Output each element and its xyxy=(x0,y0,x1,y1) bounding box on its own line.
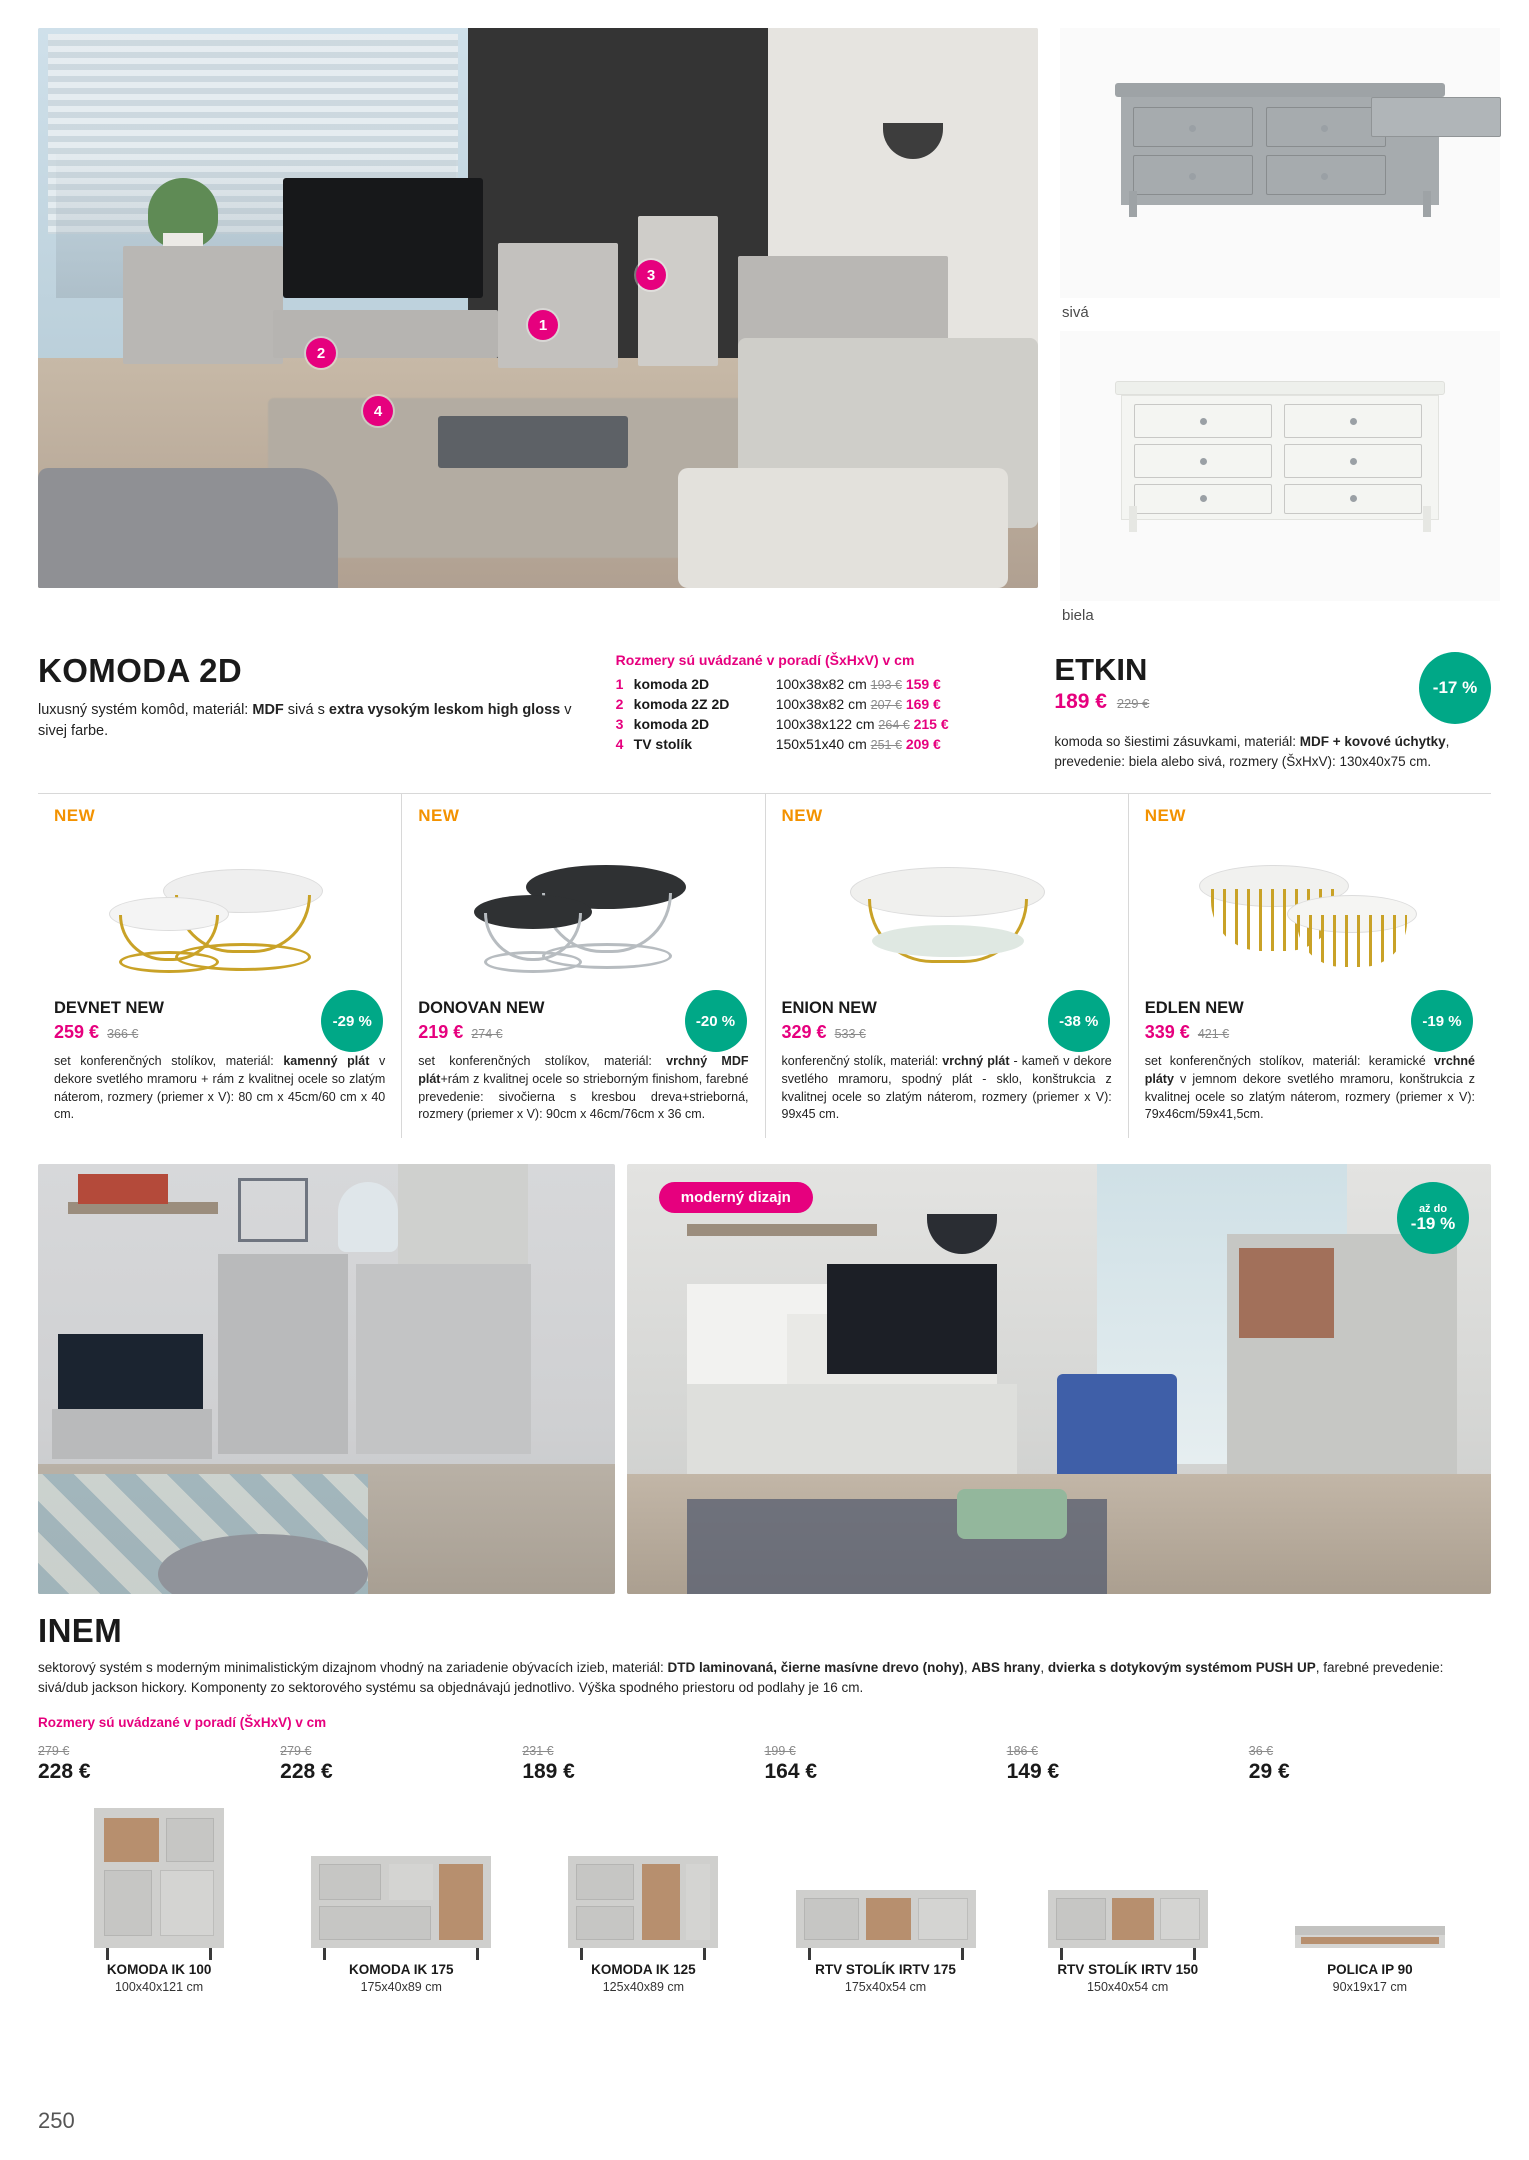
row-number: 3 xyxy=(615,716,624,732)
product-komoda-ik-125 xyxy=(522,1744,764,1994)
inem-title: INEM xyxy=(38,1612,123,1650)
product-name: KOMODA IK 175 xyxy=(348,1961,454,1977)
etkin-title: ETKIN xyxy=(1054,652,1148,687)
marker-1: 1 xyxy=(528,310,558,340)
product-image xyxy=(1249,1798,1491,1948)
enion-image xyxy=(782,826,1112,991)
badge-prefix: až do xyxy=(1418,1202,1448,1215)
page-number: 250 xyxy=(38,2108,75,2133)
old-price: 199 € xyxy=(764,1743,796,1758)
etkin-desc-b1: MDF + kovové úchytky xyxy=(1299,734,1446,749)
komoda-title: KOMODA 2D xyxy=(38,652,243,689)
edlen-desc-p2: v jemnom dekore svetlého mramoru, konštrukcia z kvalitnej ocele so zlatým náterom, rozmery (priemer x V): 79x46cm/59x41,5cm. xyxy=(1144,1071,1475,1122)
row-price: 169 € xyxy=(905,696,941,712)
devnet-desc-p2: v dekore svetlého mramoru + rám z kvalitnej ocele so zlatým náterom, rozmery (priemer x V): 80 cm x 45cm/60 cm x 40 cm. xyxy=(54,1054,386,1122)
donovan-name: DONOVAN NEW xyxy=(418,999,545,1018)
etkin-grey-image xyxy=(1060,28,1500,298)
price: 228 € xyxy=(280,1759,333,1783)
donovan-discount-badge: -20 % xyxy=(685,990,747,1052)
product-image xyxy=(1007,1798,1249,1948)
old-price: 36 € xyxy=(1248,1743,1274,1758)
marker-2: 2 xyxy=(306,338,336,368)
enion-name: ENION NEW xyxy=(781,999,877,1018)
old-price: 231 € xyxy=(522,1743,554,1758)
inem-photo-left xyxy=(38,1164,615,1594)
hero-side xyxy=(1060,28,1500,634)
edlen-desc-b1: vrchné pláty xyxy=(1144,1054,1475,1086)
table-drawing xyxy=(1195,851,1425,991)
enion-old-price: 533 € xyxy=(834,1027,866,1042)
enion-desc-b1: vrchný plát xyxy=(942,1054,1010,1069)
row-dim-value: 100x38x82 cm xyxy=(775,676,867,692)
komoda-description xyxy=(38,700,594,742)
etkin-info xyxy=(1054,652,1491,771)
row-name: komoda 2D xyxy=(633,676,710,692)
new-tag: NEW xyxy=(781,806,823,826)
product-image xyxy=(38,1798,280,1948)
etkin-price-block xyxy=(1054,690,1149,714)
price: 164 € xyxy=(764,1759,818,1783)
row-name: TV stolík xyxy=(633,736,693,752)
price: 189 € xyxy=(522,1759,575,1783)
devnet-desc-b1: kamenný plát xyxy=(283,1054,370,1069)
inem-photo-row xyxy=(38,1164,1491,1594)
product-polica-ip-90 xyxy=(1249,1744,1491,1994)
row-dim xyxy=(776,734,1033,754)
modern-design-tag: moderný dizajn xyxy=(659,1182,813,1213)
product-image xyxy=(280,1798,522,1948)
badge-value: -19 % xyxy=(1410,1213,1456,1233)
row-dim xyxy=(776,674,1033,694)
marker-4: 4 xyxy=(363,396,393,426)
edlen-name: EDLEN NEW xyxy=(1144,999,1244,1018)
enion-desc-p2: - kameň v dekore svetlého mramoru, spodný plát - sklo, konštrukcia z kvalitnej ocele so zlatým náterom, rozmery (priemer x V): 99x45 cm. xyxy=(781,1054,1112,1122)
product-name: RTV STOLÍK IRTV 175 xyxy=(815,1961,956,1977)
etkin-description xyxy=(1054,732,1491,771)
product-dim: 100x40x121 cm xyxy=(114,1979,204,1994)
marker-3: 3 xyxy=(636,260,666,290)
row-dim xyxy=(776,694,1033,714)
ottoman-decor xyxy=(678,468,1008,588)
devnet-image xyxy=(54,826,385,991)
table-row xyxy=(616,734,1033,754)
product-rtv-irtv-150 xyxy=(1007,1744,1249,1994)
inem-photo-right xyxy=(627,1164,1491,1594)
edlen-description xyxy=(1145,1053,1475,1124)
product-dim: 175x40x54 cm xyxy=(844,1979,927,1994)
product-name: RTV STOLÍK IRTV 150 xyxy=(1057,1961,1199,1977)
inem-desc-p2: , xyxy=(963,1660,972,1676)
etkin-price: 189 € xyxy=(1054,690,1107,713)
devnet-name: DEVNET NEW xyxy=(54,999,165,1018)
blanket-decor xyxy=(38,468,338,588)
product-dim: 150x40x54 cm xyxy=(1087,1979,1169,1994)
donovan-desc-b1: vrchný MDF plát xyxy=(418,1054,749,1086)
product-card-devnet xyxy=(38,794,401,1138)
product-card-edlen xyxy=(1128,794,1491,1138)
new-tag: NEW xyxy=(1144,806,1186,826)
cabinet-tall-decor xyxy=(638,216,718,366)
enion-desc-p1: konferenčný stolík, materiál: xyxy=(781,1054,943,1069)
price: 29 € xyxy=(1248,1759,1290,1783)
cabinet-mid-decor xyxy=(498,243,618,368)
product-komoda-ik-100 xyxy=(38,1744,280,1994)
devnet-discount-badge: -29 % xyxy=(321,990,383,1052)
etkin-desc-p1: komoda so šiestimi zásuvkami, materiál: xyxy=(1054,734,1300,749)
product-dim: 175x40x89 cm xyxy=(360,1979,442,1994)
row-price: 209 € xyxy=(905,736,941,752)
komoda-desc-p3: v sivej farbe. xyxy=(38,702,572,740)
donovan-old-price: 274 € xyxy=(471,1027,503,1042)
product-name: POLICA IP 90 xyxy=(1327,1961,1413,1977)
komoda-info xyxy=(38,652,594,771)
new-tag: NEW xyxy=(54,806,96,826)
donovan-description xyxy=(418,1053,748,1124)
product-name: KOMODA IK 125 xyxy=(591,1961,696,1977)
edlen-image xyxy=(1145,826,1475,991)
inem-product-row xyxy=(38,1744,1491,1994)
table-row xyxy=(616,714,1033,734)
komoda-dimension-table xyxy=(616,652,1033,771)
new-tag: NEW xyxy=(418,806,460,826)
old-price: 279 € xyxy=(38,1743,70,1758)
table-row xyxy=(616,694,1033,714)
row-old-price: 207 € xyxy=(870,698,902,712)
row-dim-value: 100x38x82 cm xyxy=(775,696,867,712)
row-dim-value: 100x38x122 cm xyxy=(775,716,875,732)
inem-desc-b2: ABS hrany xyxy=(971,1660,1041,1676)
product-rtv-irtv-175 xyxy=(764,1744,1006,1994)
enion-price: 329 € xyxy=(781,1022,827,1043)
dimension-table-header: Rozmery sú uvádzané v poradí (ŠxHxV) v cm xyxy=(615,652,915,668)
inem-desc-p4: , farebné prevedenie: sivá/dub jackson hickory. Komponenty zo sektorového systému sa objednávajú jednotlivo. Výška spodného priestoru od podlahy je 16 cm. xyxy=(38,1660,1444,1696)
product-image xyxy=(764,1798,1006,1948)
inem-desc-b1: DTD laminovaná, čierne masívne drevo (nohy) xyxy=(667,1660,964,1676)
info-row xyxy=(38,652,1491,771)
komoda-desc-b2: extra vysokým leskom high gloss xyxy=(328,702,561,718)
product-dim: 125x40x89 cm xyxy=(602,1979,685,1994)
price: 149 € xyxy=(1006,1759,1060,1783)
etkin-white-caption: biela xyxy=(1062,607,1094,624)
old-price: 279 € xyxy=(280,1743,312,1758)
etkin-desc-p2: , prevedenie: biela alebo sivá, rozmery (ŠxHxV): 130x40x75 cm. xyxy=(1054,734,1450,769)
row-name: komoda 2D xyxy=(633,716,710,732)
row-name: komoda 2Z 2D xyxy=(633,696,730,712)
komoda-desc-p2: sivá s xyxy=(283,702,329,718)
product-card-donovan xyxy=(401,794,764,1138)
table-drawing xyxy=(832,851,1062,991)
product-dim: 90x19x17 cm xyxy=(1332,1979,1408,1994)
row-number: 2 xyxy=(615,696,624,712)
enion-description xyxy=(782,1053,1112,1124)
row-old-price: 193 € xyxy=(870,678,902,692)
inem-desc-p1: sektorový systém s moderným minimalistickým dizajnom vhodný na zariadenie obývacích izieb, materiál: xyxy=(38,1660,668,1676)
table-drawing xyxy=(468,851,698,991)
product-komoda-ik-175 xyxy=(280,1744,522,1994)
row-dim xyxy=(776,714,1033,734)
row-price: 159 € xyxy=(905,676,941,692)
inem-discount-badge xyxy=(1397,1182,1469,1254)
product-image xyxy=(522,1798,764,1948)
row-old-price: 264 € xyxy=(878,718,910,732)
devnet-old-price: 366 € xyxy=(107,1027,139,1042)
row-number: 4 xyxy=(615,736,624,752)
dresser-white-drawing xyxy=(1115,381,1445,551)
edlen-old-price: 421 € xyxy=(1197,1027,1230,1042)
donovan-image xyxy=(418,826,748,991)
old-price: 186 € xyxy=(1006,1743,1038,1758)
table-drawing xyxy=(105,851,335,991)
living-room-photo xyxy=(38,28,1038,588)
row-old-price: 251 € xyxy=(870,738,902,752)
edlen-desc-p1: set konferenčných stolíkov, materiál: keramické xyxy=(1144,1054,1434,1069)
edlen-price: 339 € xyxy=(1144,1022,1190,1043)
product-card-enion xyxy=(765,794,1128,1138)
enion-discount-badge: -38 % xyxy=(1048,990,1110,1052)
cabinet-left-decor xyxy=(123,246,283,364)
edlen-discount-badge: -19 % xyxy=(1411,990,1473,1052)
komoda-desc-b1: MDF xyxy=(252,702,284,718)
inem-dims-note: Rozmery sú uvádzané v poradí (ŠxHxV) v cm xyxy=(38,1714,327,1730)
tv-decor xyxy=(283,178,483,298)
price: 228 € xyxy=(38,1759,91,1783)
etkin-old-price: 229 € xyxy=(1116,696,1150,711)
donovan-desc-p2: +rám z kvalitnej ocele so strieborným finishom, farebné prevedenie: sivočierna s kresbou dreva+strieborná, rozmery (priemer x V): 90cm x 46cm/76cm x 36 cm. xyxy=(418,1071,749,1122)
etkin-grey-caption: sivá xyxy=(1062,304,1089,321)
devnet-price: 259 € xyxy=(54,1022,100,1043)
komoda-desc-p1: luxusný systém komôd, materiál: xyxy=(38,702,253,718)
donovan-price: 219 € xyxy=(418,1022,464,1043)
coffee-table-decor xyxy=(438,416,628,468)
dresser-grey-drawing xyxy=(1115,83,1445,243)
row-dim-value: 150x51x40 cm xyxy=(775,736,867,752)
devnet-description xyxy=(54,1053,385,1124)
table-row xyxy=(616,674,1033,694)
hero-main xyxy=(38,28,1038,634)
product-name: KOMODA IK 100 xyxy=(106,1961,212,1977)
etkin-white-image xyxy=(1060,331,1500,601)
row-price: 215 € xyxy=(913,716,949,732)
inem-desc-p3: , xyxy=(1040,1660,1048,1676)
devnet-desc-p1: set konferenčných stolíkov, materiál: xyxy=(54,1054,284,1069)
row-number: 1 xyxy=(615,676,624,692)
etkin-discount-badge: -17 % xyxy=(1419,652,1491,724)
inem-desc-b3: dvierka s dotykovým systémom PUSH UP xyxy=(1047,1660,1316,1676)
inem-description xyxy=(38,1658,1491,1699)
coffee-tables-strip xyxy=(38,793,1491,1138)
hero-row xyxy=(38,0,1491,634)
donovan-desc-p1: set konferenčných stolíkov, materiál: xyxy=(418,1054,667,1069)
